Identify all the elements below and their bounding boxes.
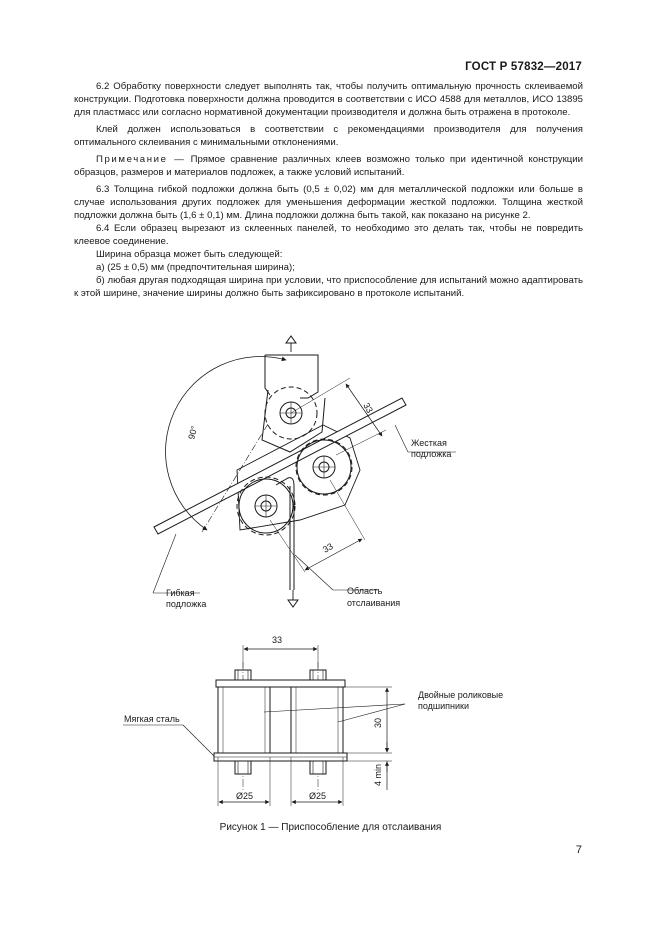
note [74, 153, 583, 179]
mild-steel-label: Мягкая сталь [124, 714, 180, 724]
note-label: Примечание — [96, 154, 186, 165]
figure-caption: Рисунок 1 — Приспособление для отслаивания [219, 822, 442, 833]
dim-spacing-label: 33 [272, 635, 283, 645]
dim-upper-label: 33 [361, 401, 375, 415]
flexible-substrate-label-2: подложка [166, 599, 207, 609]
rigid-substrate-label-2: подложка [411, 449, 452, 459]
paragraph-adhesive: Клей должен использоваться в соответствии с рекомендациями производителя для получения оптимального склеивания с минимальными отклонениями. [74, 124, 583, 148]
paragraph-width: Ширина образца может быть следующей: [96, 249, 283, 260]
peel-area-label-1: Область [347, 586, 383, 596]
roller-bearings-diagram [110, 628, 510, 818]
bearings-label-1: Двойные роликовые [418, 690, 504, 700]
body-text [74, 80, 583, 300]
list-item-b: б) любая другая подходящая ширина при условии, что приспособление для испытаний можно адаптировать к этой ширине, значение ширины должно быть зафиксировано в протоколе испытаний. [74, 275, 583, 299]
page-number: 7 [575, 844, 582, 856]
bearings-label-2: подшипники [418, 701, 470, 711]
peel-area-label-2: отслаивания [347, 598, 401, 608]
flexible-substrate-label-1: Гибкая [166, 588, 195, 598]
peel-fixture-diagram [150, 335, 480, 615]
angle-label: 90° [186, 424, 200, 441]
document-code: ГОСТ Р 57832—2017 [465, 61, 582, 73]
dim-gap-label: 4 min [373, 763, 383, 786]
dim-diam-left-label: Ø25 [236, 791, 254, 801]
rigid-substrate-label-1: Жесткая [411, 438, 447, 448]
paragraph-6-4: 6.4 Если образец вырезают из склеенных панелей, то необходимо это делать так, чтобы не повредить клеевое соединение. [74, 223, 583, 247]
paragraph-6-3: 6.3 Толщина гибкой подложки должна быть (0,5 ± 0,02) мм для металлической подложки или больше в случае использования других подложек для уменьшения деформации жесткой подложки. Толщина жесткой подложки должна быть (1,6 ± 0,1) мм. Длина подложки должна быть такой, как показано на рисунке 2. [74, 184, 583, 221]
dim-height-label: 30 [373, 717, 383, 728]
paragraph-6-2: 6.2 Обработку поверхности следует выполнять так, чтобы получить оптимальную прочность склеиваемой конструкции. Подготовка поверхности должна проводится в соответствии с ИСО 4588 для металлов, ИСО 13895 для пластмасс или согласно нормативной документации производителя и должна быть отражена в протоколе. [74, 81, 583, 118]
note-text: Прямое сравнение различных клеев возможно только при идентичной конструкции образцов, размеров и материалов подложек, а также условий испытаний. [74, 154, 583, 178]
list-item-a: а) (25 ± 0,5) мм (предпочтительная ширина); [96, 262, 295, 273]
dim-lower-label: 33 [321, 541, 335, 555]
dim-diam-right-label: Ø25 [309, 791, 327, 801]
